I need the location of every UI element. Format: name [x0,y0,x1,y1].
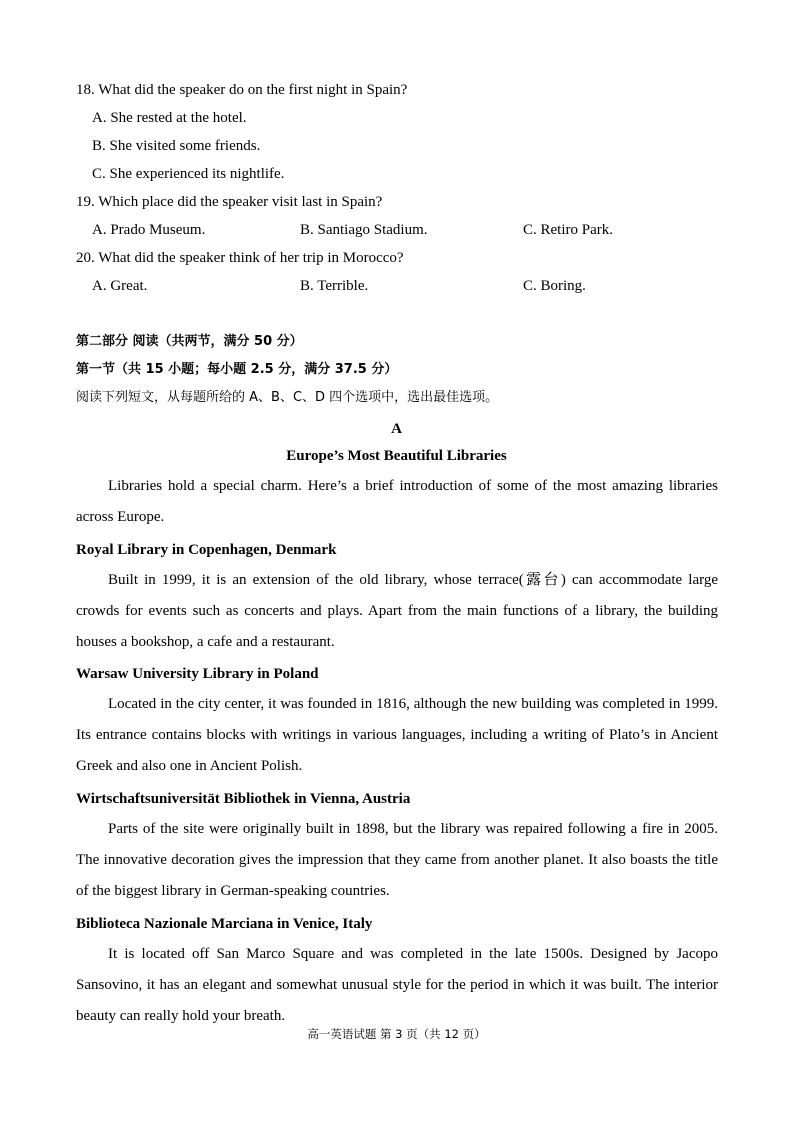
library-text-venice: It is located off San Marco Square and was completed in the late 1500s. Designed by Jacopo Sansovino, it has an elegant and somewhat unusual style for the period in which it was built. The interior beauty can really hold your breath. [76,946,718,1024]
q19-option-a: A. Prado Museum. [92,222,206,238]
part-title: 第二部分 阅读（共两节，满分 50 分） [76,334,303,349]
question-20: 20. What did the speaker think of her trip in Morocco? [76,250,404,266]
q20-option-b: B. Terrible. [300,278,369,294]
question-18: 18. What did the speaker do on the first night in Spain? [76,82,408,98]
library-text-vienna: Parts of the site were originally built in 1898, but the library was repaired following a fire in 2005. The innovative decoration gives the impression that they came from another planet. It also boasts the title of the biggest library in German-speaking countries. [76,821,718,899]
q18-option-b: B. She visited some friends. [92,138,261,154]
q19-option-b: B. Santiago Stadium. [300,222,428,238]
library-text-warsaw: Located in the city center, it was founded in 1816, although the new building was completed in 1999. Its entrance contains blocks with writings in various languages, including a writing of Plato’s in Ancient Greek and also one in Ancient Polish. [76,696,718,774]
q20-option-a: A. Great. [92,278,148,294]
section-title: 第一节（共 15 小题；每小题 2.5 分，满分 37.5 分） [76,362,398,377]
intro-paragraph: Libraries hold a special charm. Here’s a brief introduction of some of the most amazing libraries across Europe. [76,478,718,525]
passage-letter: A [391,421,402,437]
library-heading-vienna: Wirtschaftsuniversität Bibliothek in Vienna, Austria [76,791,411,807]
question-19: 19. Which place did the speaker visit last in Spain? [76,194,383,210]
q20-option-c: C. Boring. [523,278,586,294]
q18-option-c: C. She experienced its nightlife. [92,166,285,182]
q18-option-a: A. She rested at the hotel. [92,110,247,126]
library-heading-venice: Biblioteca Nazionale Marciana in Venice, Italy [76,916,373,932]
library-heading-warsaw: Warsaw University Library in Poland [76,666,319,682]
passage-title: Europe’s Most Beautiful Libraries [286,448,507,464]
library-heading-copenhagen: Royal Library in Copenhagen, Denmark [76,542,337,558]
instruction: 阅读下列短文，从每题所给的 A、B、C、D 四个选项中，选出最佳选项。 [76,390,499,405]
q19-option-c: C. Retiro Park. [523,222,613,238]
page-footer: 高一英语试题 第 3 页（共 12 页） [307,1027,486,1041]
library-text-copenhagen: Built in 1999, it is an extension of the old library, whose terrace(露台) can accommodate large crowds for events such as concerts and plays. Apart from the main functions of a library, the building houses a bookshop, a cafe and a restaurant. [76,572,718,650]
